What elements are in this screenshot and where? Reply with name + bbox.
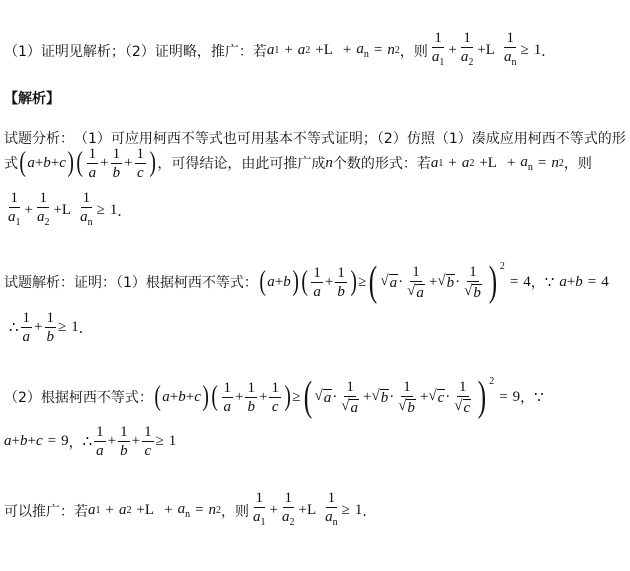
analysis-line-3: $\frac{1}{a_1}$ + $\frac{1}{a_2}$ +L $\frac{1}{a_n}$ ≥ 1 ． <box>4 190 626 231</box>
answer-line <box>4 30 626 71</box>
solution-label: 试题解析： <box>4 275 74 291</box>
period: ． <box>541 43 556 60</box>
var-n: n <box>325 154 333 171</box>
analysis-text: （1）可应用柯西不等式也可用基本不等式证明；（2）仿照（1）凑成应用柯西不等式的形 <box>74 131 626 147</box>
answer-text-then: ，则 <box>399 43 428 60</box>
formula-condition-3: a 1 + a 2 +L + $a_n$ = n 2 <box>88 501 222 520</box>
solution-line-2: ∴ $\frac{1}{a}$ + $\frac{1}{b}$ ≥ 1 ． <box>9 310 93 345</box>
solution-part2-line-1: （2）根据柯西不等式： ( a + b + c ) ( $\frac{1}{a}$ + $\frac{1}{b}$ + $\frac{1}{c}$ ) ≥ ( √ a · 1 √ a + √ b · 1 √ b + √ c · 1 √ c ) $^2$ = 9 ， ∵ <box>4 374 544 420</box>
formula-cauchy-3: ( a + b + c ) ( $\frac{1}{a}$ + $\frac{1}{b}$ + $\frac{1}{c}$ ) ≥ ( √ a · 1 √ a + √ b · 1 √ b + √ c · 1 √ c ) $^2$ = 9 <box>154 374 521 420</box>
generalize-line: 可以推广：若 a 1 + a 2 +L + $a_n$ = n 2 ，则 $\frac{1}{a_1}$ + $\frac{1}{a_2}$ +L $\frac{1}{a_n}$ ≥ 1 ． <box>4 490 626 531</box>
formula-given-sum: ∵ a + b = 4 <box>544 273 609 291</box>
answer-text: （1）证明见解析；（2）证明略，推广：若 <box>4 43 267 60</box>
section-heading: 【解析】 <box>4 91 60 107</box>
analysis-label: 试题分析： <box>4 131 74 147</box>
formula-condition: a 1 + a 2 +L + $a_n$ = n 2 <box>266 41 400 60</box>
formula-result-1: ∴ $\frac{1}{a}$ + $\frac{1}{b}$ ≥ 1 <box>9 310 79 345</box>
solution-line-1: 试题解析： 证明：（1）根据柯西不等式： ( a + b ) ( $\frac{1}{a}$ + $\frac{1}{b}$ ) ≥ ( √ a · 1 √ a + √ b · 1 √ b ) $^2$ = 4 ， ∵ a + b = 4 <box>4 259 609 305</box>
formula-condition-2: a 1 + a 2 +L + $a_n$ = n 2 <box>430 153 564 173</box>
formula-conclusion: $\frac{1}{a_1}$ + $\frac{1}{a_2}$ +L $\frac{1}{a_n}$ ≥ 1 <box>431 30 542 68</box>
formula-conclusion-2: $\frac{1}{a_1}$ + $\frac{1}{a_2}$ +L $\frac{1}{a_n}$ ≥ 1 <box>8 190 118 228</box>
formula-result-2: ∴ $\frac{1}{a}$ + $\frac{1}{b}$ + $\frac{1}{c}$ ≥ 1 <box>82 424 177 459</box>
formula-conclusion-3: $\frac{1}{a_1}$ + $\frac{1}{a_2}$ +L $\frac{1}{a_n}$ ≥ 1 <box>253 490 363 528</box>
solution-part2-line-2: a + b + c = 9 ， ∴ $\frac{1}{a}$ + $\frac{1}{b}$ + $\frac{1}{c}$ ≥ 1 <box>4 424 177 459</box>
formula-given-sum-2: a + b + c = 9 <box>4 433 69 449</box>
analysis-line-2: 式 ( a + b + c ) ( $\frac{1}{a}$ + $\frac{1}{b}$ + $\frac{1}{c}$ ) ，可得结论，由此可推广成 n 个数的形式：若 a 1 + a 2 +L + $a_n$ = n 2 ，则 <box>4 145 592 181</box>
formula-cauchy-2: ( a + b ) ( $\frac{1}{a}$ + $\frac{1}{b}$ ) ≥ ( √ a · 1 √ a + √ b · 1 √ b ) $^2$ = 4 <box>259 259 531 305</box>
formula-cauchy-form: ( a + b + c ) ( $\frac{1}{a}$ + $\frac{1}{b}$ + $\frac{1}{c}$ ) <box>19 145 156 181</box>
because-symbol: ∵ <box>534 389 544 406</box>
